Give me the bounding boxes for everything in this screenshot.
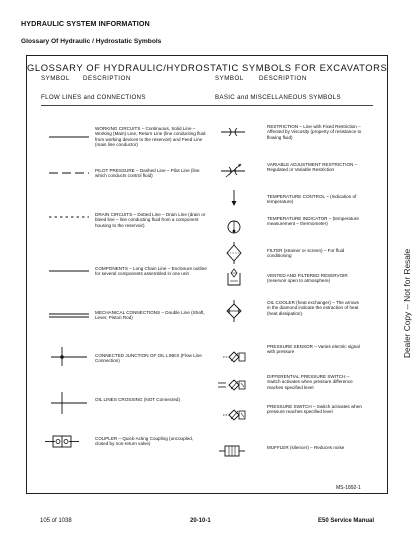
temperature-control-icon [215, 188, 267, 210]
right-item-oil-cooler [215, 300, 362, 322]
fixed-restriction-icon [215, 124, 267, 146]
left-col-description-header: DESCRIPTION [83, 75, 131, 82]
right-item-muffler [215, 440, 362, 462]
left-item-lines-crossing [43, 392, 207, 414]
figure-code: MS-1892-1 [336, 485, 361, 491]
variable-restriction-icon [215, 162, 267, 184]
left-col-symbol-header: SYMBOL [41, 75, 70, 82]
item-description: PRESSURE SENSOR – Varies electric signal with pressure [267, 344, 360, 355]
page-subtitle: Glossary Of Hydraulic / Hydrostatic Symbols [21, 38, 162, 45]
item-description: WORKING CIRCUITS – Continuous, Solid Line – Working (Main) Line, Return Line (line conducting fluid from working devices to the reservoir) and Feed Line (main line conductor) [95, 126, 206, 148]
coupler-icon [43, 432, 95, 454]
left-item-mechanical-connections [43, 310, 207, 332]
item-description: PRESSURE SWITCH – Switch activates when pressure reaches specified level [267, 404, 362, 415]
glossary-title: GLOSSARY OF HYDRAULIC/HYDROSTATIC SYMBOLS FOR EXCAVATORS [27, 62, 388, 73]
component-chain-line-icon [43, 266, 95, 288]
item-description: CONNECTED JUNCTION OF OIL LINES (Flow Line Connection) [95, 353, 202, 364]
item-description: PILOT PRESSURE – Dashed Line – Pilot Line (line which conducts control fluid) [95, 168, 200, 179]
working-circuit-line-icon [43, 126, 95, 148]
drain-circuit-line-icon [43, 212, 95, 234]
item-description: RESTRICTION – Line with Fixed Restriction – Affected by Viscosity (property of resistance to flowing fluid) [267, 124, 362, 140]
right-item-variable-restriction [215, 162, 362, 184]
item-description: COUPLER – Quick-Acting Coupling (uncoupled, closed by non-return valve) [95, 436, 194, 447]
temperature-indicator-icon [215, 216, 267, 238]
right-item-differential-pressure-switch [215, 374, 362, 396]
item-description: TEMPERATURE CONTROL – (Indication of temperature) [267, 194, 357, 205]
page-count: 105 of 1038 [40, 518, 72, 524]
manual-name: E50 Service Manual [318, 518, 375, 524]
item-description: FILTER (strainer or screen) – For fluid conditioning [267, 248, 345, 259]
connected-junction-icon [43, 344, 95, 366]
left-item-drain-circuits [43, 212, 207, 234]
item-description: OIL COOLER (heat exchanger) – The arrows in the diamond indicate the extraction of heat (heat dissipation) [267, 300, 359, 316]
dealer-copy-watermark: Dealer Copy -- Not for Resale [402, 248, 412, 358]
item-description: OIL LINES CROSSING (NOT Connected) [95, 397, 181, 402]
item-description: VARIABLE ADJUSTMENT RESTRICTION – Regulated or Variable Restriction [267, 162, 358, 173]
pilot-pressure-line-icon [43, 168, 95, 190]
right-item-temperature-indicator [215, 216, 362, 238]
right-item-temperature-control [215, 188, 362, 210]
muffler-icon [215, 440, 267, 462]
right-item-fixed-restriction [215, 124, 362, 146]
filter-icon [215, 242, 267, 264]
right-item-vented-reservoir [215, 268, 362, 290]
right-col-symbol-header: SYMBOL [215, 75, 244, 82]
section-header: HYDRAULIC SYSTEM INFORMATION [21, 19, 150, 28]
oil-cooler-icon [215, 300, 267, 322]
right-item-filter [215, 242, 362, 264]
item-description: VENTED AND FILTERED RESERVOIR (reservoir open to atmosphere) [267, 273, 348, 284]
right-item-pressure-switch [215, 404, 362, 426]
item-description: DIFFERENTIAL PRESSURE SWITCH – Switch activates when pressure difference reaches specified level [267, 374, 353, 390]
right-section-header: BASIC and MISCELLANEOUS SYMBOLS [215, 94, 341, 101]
pressure-sensor-icon [215, 344, 267, 366]
pressure-switch-icon [215, 404, 267, 426]
item-description: COMPONENTS – Long Chain Line – Enclosure outline for several components assembled in one unit [95, 266, 207, 277]
item-description: MUFFLER (silencer) – Reduces noise [267, 445, 345, 450]
lines-crossing-icon [43, 392, 95, 414]
differential-pressure-switch-icon [215, 374, 267, 396]
header-divider [41, 105, 373, 106]
right-col-description-header: DESCRIPTION [259, 75, 307, 82]
left-item-components [43, 266, 207, 288]
page-number: 20-10-1 [190, 518, 211, 524]
vented-reservoir-icon [215, 268, 267, 290]
left-section-header: FLOW LINES and CONNECTIONS [41, 94, 146, 101]
glossary-frame [26, 55, 388, 494]
right-item-pressure-sensor [215, 344, 362, 366]
mechanical-connection-line-icon [43, 310, 95, 332]
left-item-coupler [43, 432, 207, 454]
item-description: DRAIN CIRCUITS – Dotted Line – Drain Line (drain or bleed line – line conducting fluid from a component housing to the reservoir) [95, 212, 206, 228]
item-description: TEMPERATURE INDICATOR – (temperature measurement – thermometer) [267, 216, 359, 227]
item-description: MECHANICAL CONNECTIONS – Double Line (Shaft, Lever, Piston Rod) [95, 310, 205, 321]
left-item-connected-junction [43, 344, 207, 366]
left-item-working-circuits [43, 126, 207, 148]
left-item-pilot-pressure [43, 168, 207, 190]
